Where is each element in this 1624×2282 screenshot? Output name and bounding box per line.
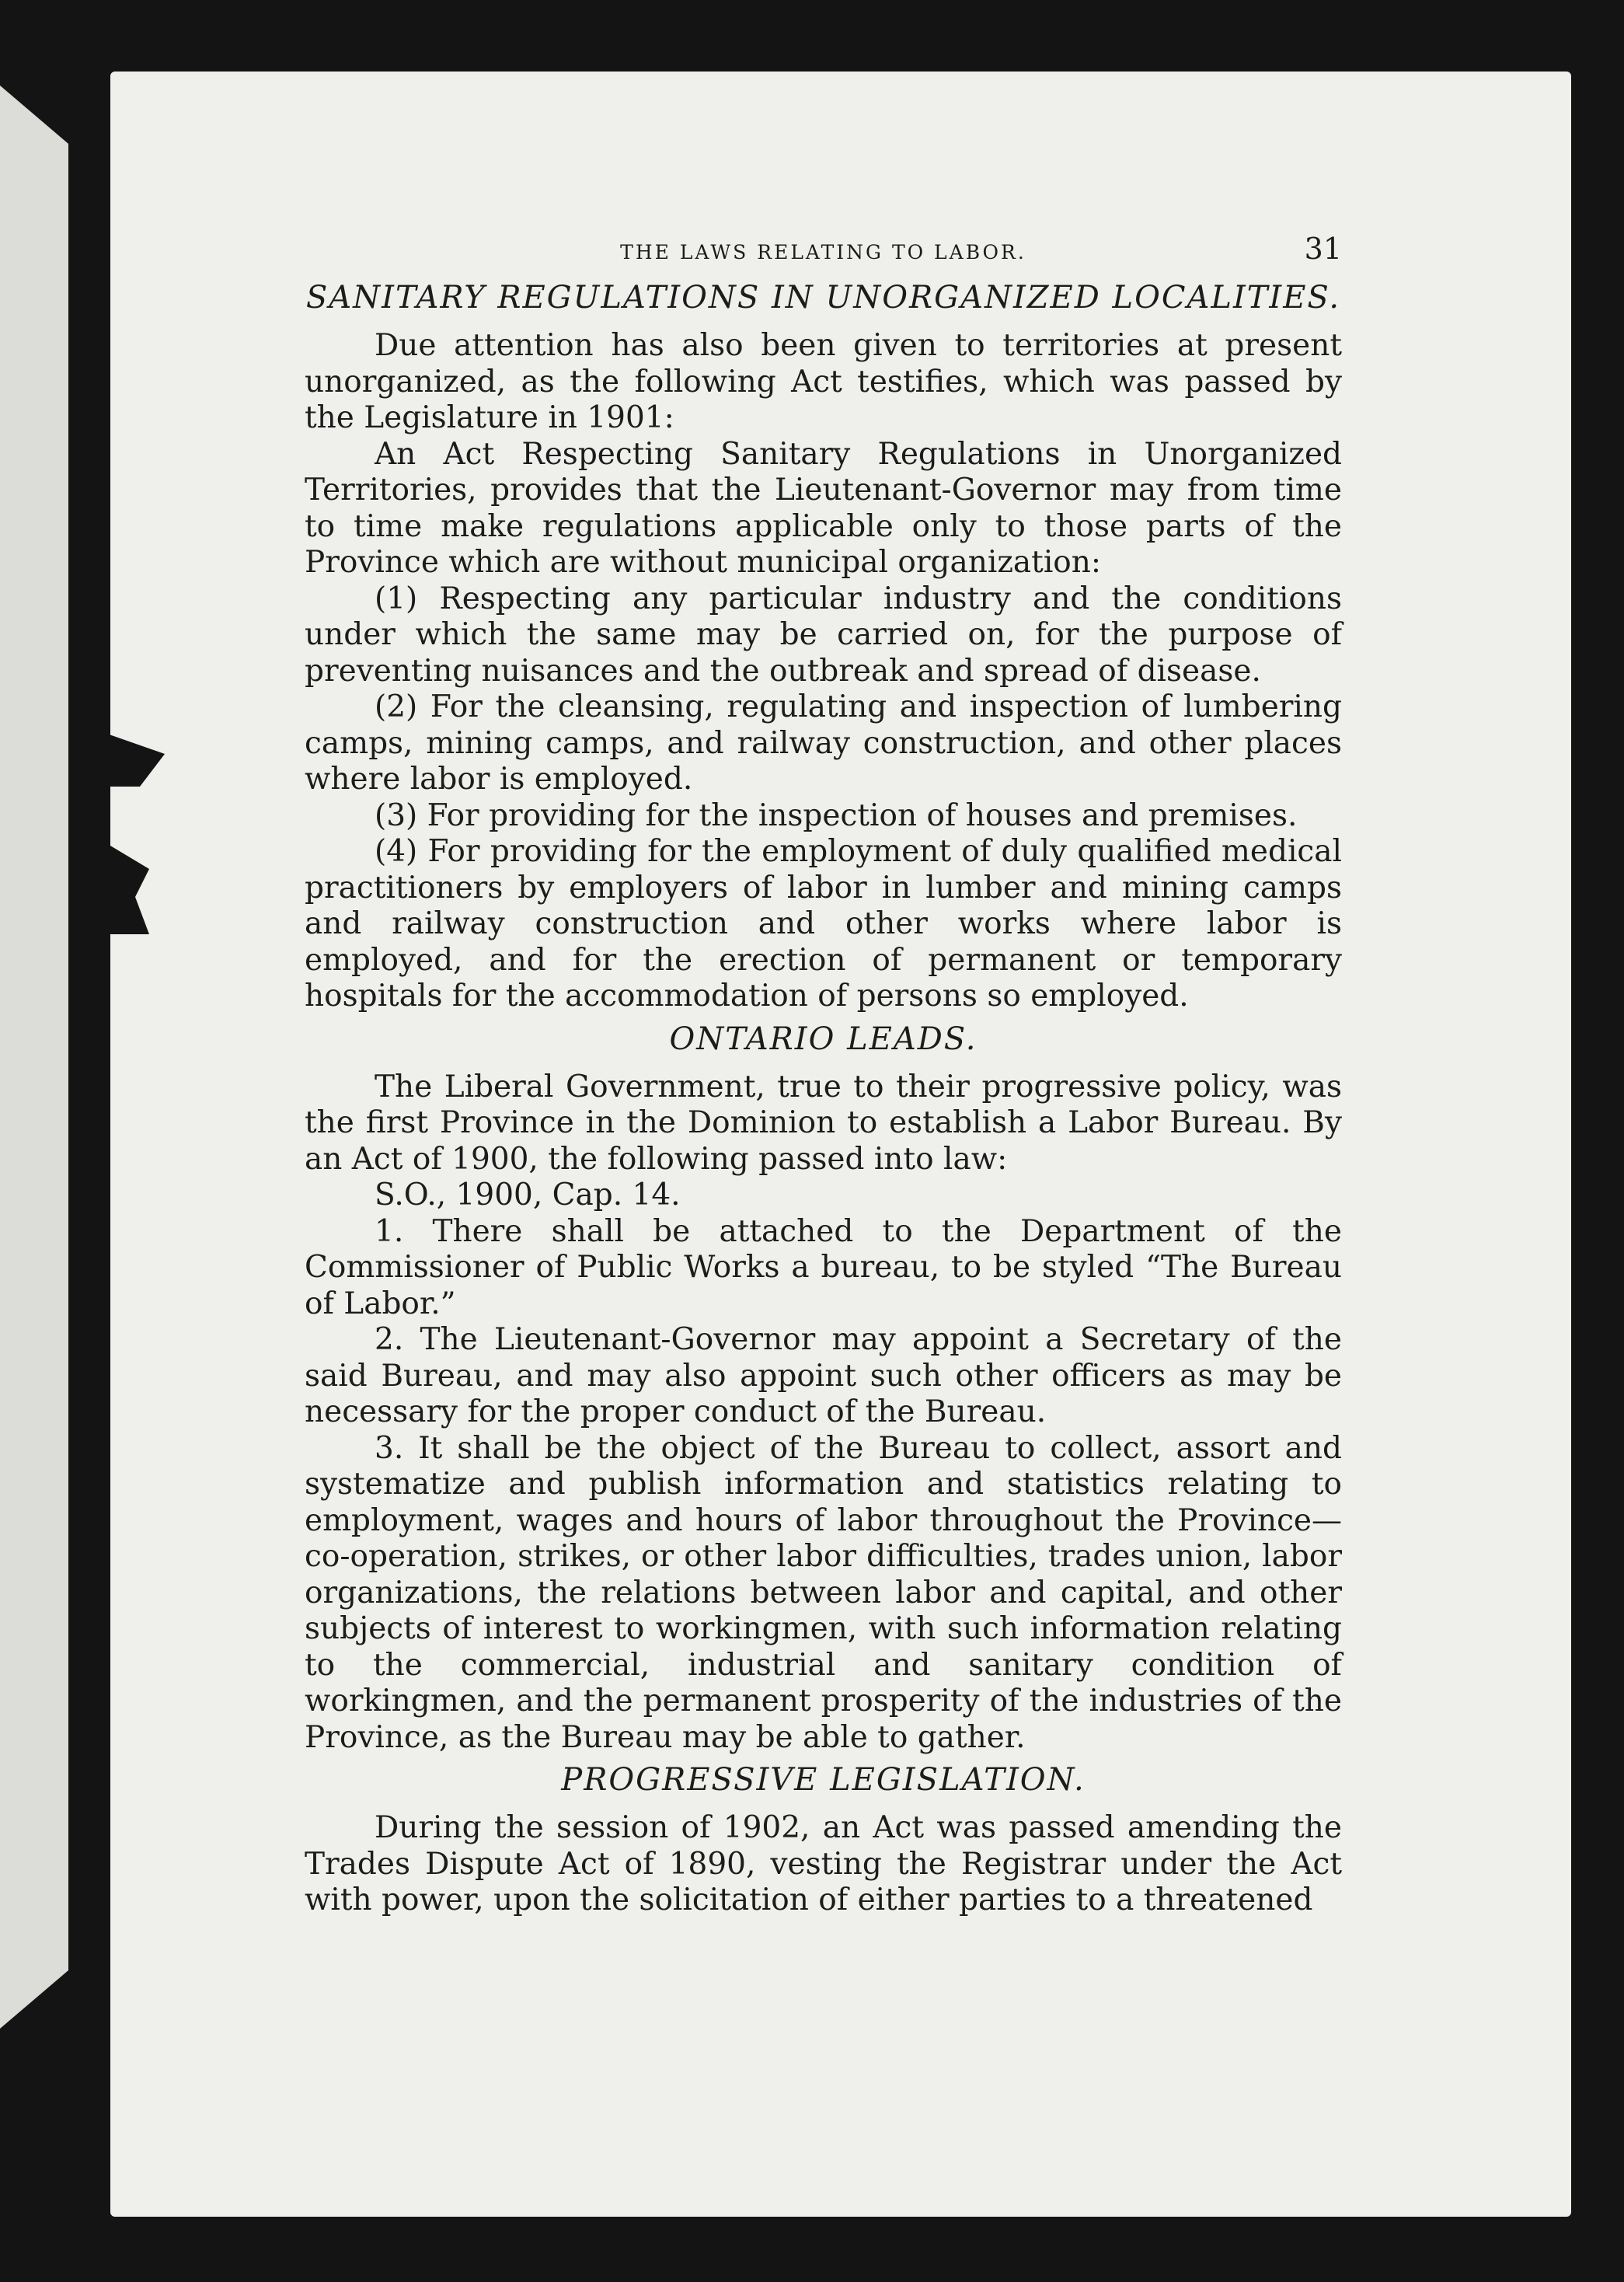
section-heading: ONTARIO LEADS. <box>669 1021 978 1057</box>
paragraph: 3. It shall be the object of the Bureau to collect, assort and systematize and publish information and statistics relating to employment, wages and hours of labor throughout the Province—co-operation, strikes, or other labor difficulties, trades union, labor organizations, the relations between labor and capital, and other subjects of interest to workingmen, with such information relating to the commercial, industrial and sanitary condition of workingmen, and the permanent prosperity of the industries of the Province, as the Bureau may be able to gather. <box>305 1430 1342 1755</box>
paragraph: An Act Respecting Sanitary Regulations in Unorganized Territories, provides that the Lieutenant-Governor may from time to time make regulations applicable only to those parts of the Province which are without municipal organization: <box>305 436 1342 580</box>
paragraph: (4) For providing for the employment of duly qualified medical practitioners by employers of labor in lumber and mining camps and railway construction and other works where labor is employed, and for the erection of permanent or temporary hospitals for the accommodation of persons so employed. <box>305 834 1342 1014</box>
running-head <box>305 227 1342 274</box>
paragraph: During the session of 1902, an Act was passed amending the Trades Dispute Act of 1890, vesting the Registrar under the Act with power, upon the solicitation of either parties to a threatened <box>305 1810 1342 1917</box>
adjacent-page-edge <box>0 85 68 2029</box>
paragraph: (3) For providing for the inspection of houses and premises. <box>375 797 1298 833</box>
page-tear <box>103 732 165 787</box>
paragraph: Due attention has also been given to territories at present unorganized, as the following Act testifies, which was passed by the Legislature in 1901: <box>305 328 1342 435</box>
paragraph: S.O., 1900, Cap. 14. <box>375 1178 681 1213</box>
paragraph: The Liberal Government, true to their progressive policy, was the first Province in the Dominion to establish a Labor Bureau. By an Act of 1900, the following passed into law: <box>305 1069 1342 1177</box>
paragraph: 1. There shall be attached to the Department of the Commissioner of Public Works a bureau, to be styled “The Bureau of Labor.” <box>305 1213 1342 1321</box>
running-title: THE LAWS RELATING TO LABOR. <box>620 241 1026 263</box>
section-heading: SANITARY REGULATIONS IN UNORGANIZED LOCALITIES. <box>305 280 1341 316</box>
paragraph: (1) Respecting any particular industry and the conditions under which the same may be carried on, for the purpose of preventing nuisances and the outbreak and spread of disease. <box>305 581 1342 689</box>
page-text <box>305 227 1342 1919</box>
paragraph: 2. The Lieutenant-Governor may appoint a Secretary of the said Bureau, and may also appoint such other officers as may be necessary for the proper conduct of the Bureau. <box>305 1322 1342 1429</box>
page-tear <box>103 841 149 934</box>
page-number: 31 <box>1304 232 1342 266</box>
paragraph: (2) For the cleansing, regulating and inspection of lumbering camps, mining camps, and railway construction, and other places where labor is employed. <box>305 689 1342 797</box>
section-heading: PROGRESSIVE LEGISLATION. <box>561 1762 1086 1798</box>
